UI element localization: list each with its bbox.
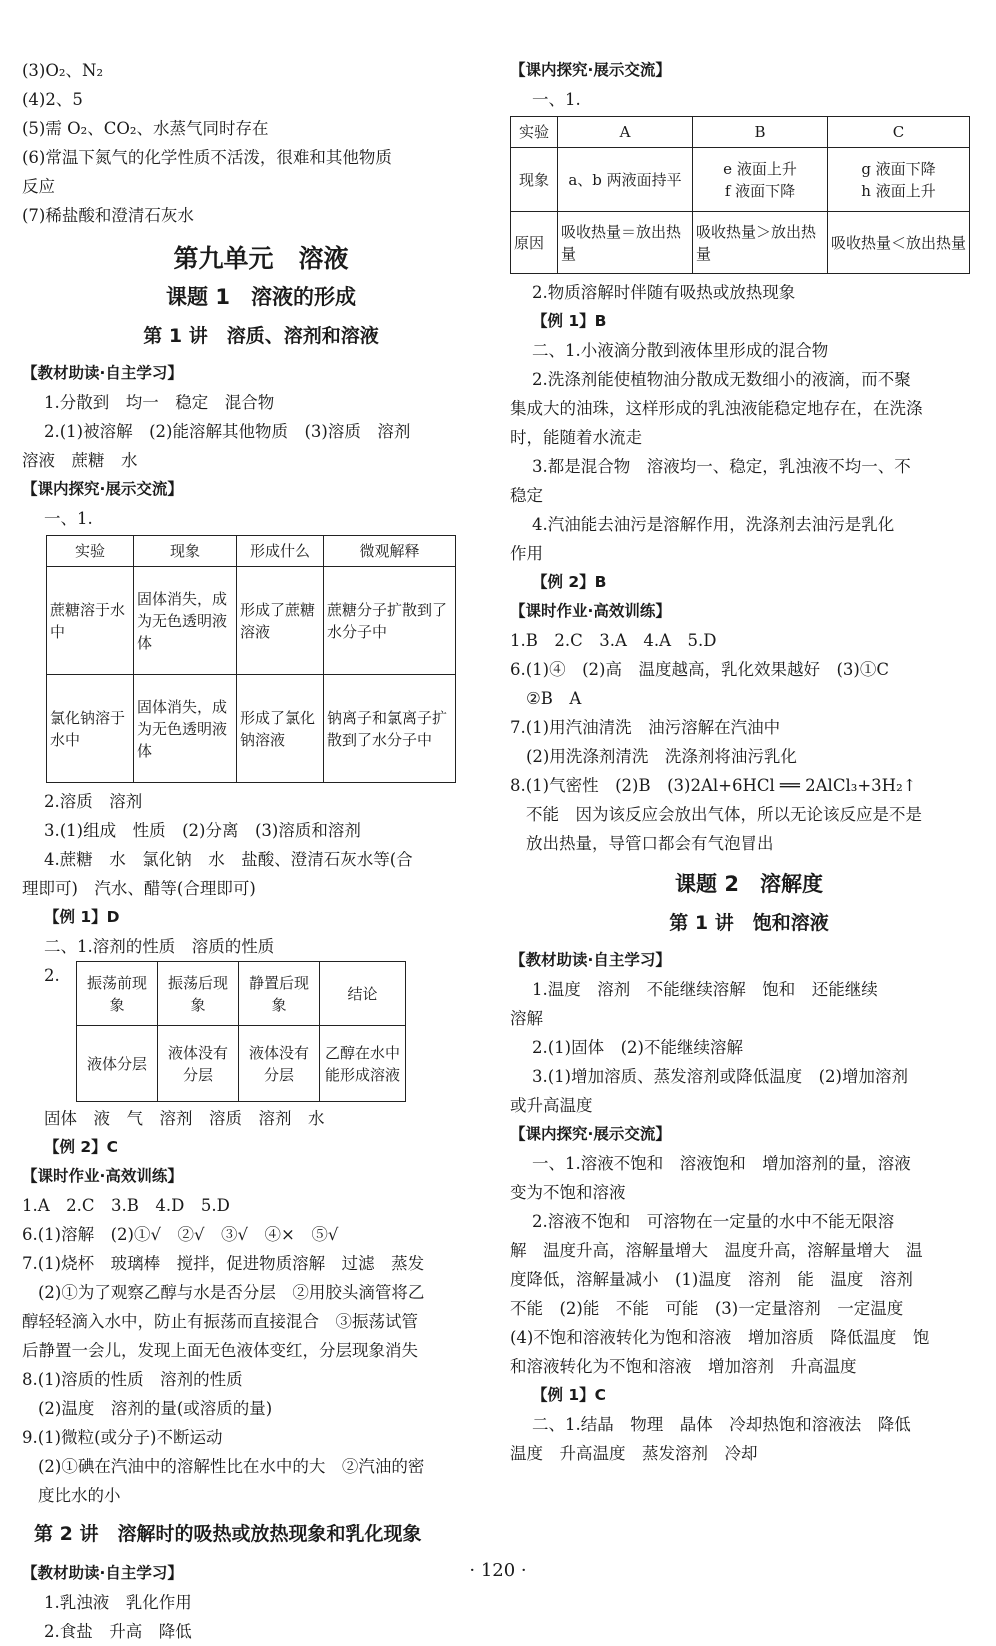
answer-line: 一、1.: [532, 90, 581, 109]
table-header: 微观解释: [324, 536, 456, 567]
section-header: 【教材助读·自主学习】: [22, 1564, 183, 1582]
table-cell: 蔗糖溶于水中: [47, 567, 134, 675]
example-answer: 【例 2】C: [44, 1138, 119, 1156]
answer-line: 度降低，溶解量减小 (1)温度 溶剂 能 温度 溶剂: [510, 1270, 913, 1289]
answer-line: 7.(1)烧杯 玻璃棒 搅拌，促进物质溶解 过滤 蒸发: [22, 1254, 425, 1273]
answer-line: 反应: [22, 177, 55, 196]
answer-line: 醇轻轻滴入水中，防止有振荡而直接混合 ③振荡试管: [22, 1312, 418, 1331]
answer-line: 二、1.小液滴分散到液体里形成的混合物: [532, 341, 829, 360]
table-header: 静置后现象: [239, 962, 320, 1026]
section-header: 【课内探究·展示交流】: [510, 1125, 671, 1143]
ethanol-table: [76, 961, 406, 1102]
table-cell: 蔗糖分子扩散到了水分子中: [324, 567, 456, 675]
answer-line: 度比水的小: [38, 1486, 121, 1505]
answer-line: 2.(1)固体 (2)不能继续溶解: [532, 1038, 743, 1057]
table-cell: 现象: [511, 148, 558, 212]
example-answer: 【例 1】B: [532, 312, 607, 330]
table-header: A: [558, 117, 693, 148]
table-header: B: [693, 117, 828, 148]
lecture-title: 第 1 讲 饱和溶液: [669, 912, 829, 934]
section-header: 【教材助读·自主学习】: [510, 951, 671, 969]
answer-line: 1.温度 溶剂 不能继续溶解 饱和 还能继续: [532, 980, 878, 999]
answer-line: 不能 因为该反应会放出气体，所以无论该反应是不是: [526, 805, 922, 824]
answer-line: 6.(1)溶解 (2)①√ ②√ ③√ ④× ⑤√: [22, 1225, 339, 1244]
answer-line: (2)温度 溶剂的量(或溶质的量): [38, 1399, 273, 1418]
answer-line: 7.(1)用汽油清洗 油污溶解在汽油中: [510, 718, 781, 737]
answer-line: (2)①为了观察乙醇与水是否分层 ②用胶头滴管将乙: [38, 1283, 425, 1302]
answer-line: 9.(1)微粒(或分子)不断运动: [22, 1428, 223, 1447]
answer-line: 一、1.: [44, 509, 93, 528]
answer-line: ②B A: [526, 689, 582, 708]
answer-line: 2.(1)被溶解 (2)能溶解其他物质 (3)溶质 溶剂: [44, 422, 411, 441]
answer-line: 温度 升高温度 蒸发溶剂 冷却: [510, 1444, 758, 1463]
answer-line: (6)常温下氮气的化学性质不活泼，很难和其他物质: [22, 148, 392, 167]
table-header: 实验: [511, 117, 558, 148]
table-cell: 固体消失，成为无色透明液体: [134, 675, 237, 783]
lecture-title: 第 1 讲 溶质、溶剂和溶液: [143, 325, 379, 347]
answer-line: 3.(1)组成 性质 (2)分离 (3)溶质和溶剂: [44, 821, 361, 840]
table-cell: 原因: [511, 212, 558, 274]
answer-line: 4.汽油能去油污是溶解作用，洗涤剂去油污是乳化: [532, 515, 895, 534]
table-cell: e 液面上升 f 液面下降: [693, 148, 828, 212]
table-header: 现象: [134, 536, 237, 567]
section-header: 【课时作业·高效训练】: [510, 602, 671, 620]
answer-line: 4.蔗糖 水 氯化钠 水 盐酸、澄清石灰水等(合: [44, 850, 413, 869]
answer-line: 二、1.结晶 物理 晶体 冷却热饱和溶液法 降低: [532, 1415, 911, 1434]
answer-line: 二、1.溶剂的性质 溶质的性质: [44, 937, 275, 956]
table-cell: 吸收热量＝放出热量: [558, 212, 693, 274]
topic-title: 课题 2 溶解度: [675, 872, 823, 896]
lecture-title: 第 2 讲 溶解时的吸热或放热现象和乳化现象: [34, 1523, 422, 1545]
answer-line: (2)用洗涤剂清洗 洗涤剂将油污乳化: [526, 747, 797, 766]
answer-line: 溶解: [510, 1009, 543, 1028]
answer-line: 集成大的油珠，这样形成的乳浊液能稳定地存在，在洗涤: [510, 399, 923, 418]
answer-line: 3.都是混合物 溶液均一、稳定，乳浊液不均一、不: [532, 457, 911, 476]
answer-line: (3)O₂、N₂: [22, 61, 104, 80]
table-cell: 形成了蔗糖溶液: [237, 567, 324, 675]
table-header: 振荡前现象: [77, 962, 158, 1026]
answer-line: 一、1.溶液不饱和 溶液饱和 增加溶剂的量，溶液: [532, 1154, 911, 1173]
answer-line: 1.B 2.C 3.A 4.A 5.D: [510, 631, 717, 650]
answer-line: 作用: [510, 544, 543, 563]
answer-line: 理即可) 汽水、醋等(合理即可): [22, 879, 256, 898]
answer-line: 8.(1)溶质的性质 溶剂的性质: [22, 1370, 243, 1389]
answer-line: 变为不饱和溶液: [510, 1183, 626, 1202]
answer-line: 2.溶液不饱和 可溶物在一定量的水中不能无限溶: [532, 1212, 895, 1231]
table-header: 实验: [47, 536, 134, 567]
answer-line: 1.分散到 均一 稳定 混合物: [44, 393, 275, 412]
right-column: [510, 56, 988, 1468]
answer-line: 2.溶质 溶剂: [44, 792, 143, 811]
left-column: [22, 56, 500, 1646]
table-cell: 钠离子和氯离子扩散到了水分子中: [324, 675, 456, 783]
answer-line: (4)2、5: [22, 90, 83, 109]
table-header: 形成什么: [237, 536, 324, 567]
answer-line: (2)①碘在汽油中的溶解性比在水中的大 ②汽油的密: [38, 1457, 425, 1476]
answer-line: (5)需 O₂、CO₂、水蒸气同时存在: [22, 119, 269, 138]
table-cell: 吸收热量＜放出热量: [828, 212, 970, 274]
answer-line: 2.食盐 升高 降低: [44, 1622, 192, 1641]
answer-line: 6.(1)④ (2)高 温度越高，乳化效果越好 (3)①C: [510, 660, 889, 679]
section-header: 【课内探究·展示交流】: [22, 480, 183, 498]
answer-line: 2.物质溶解时伴随有吸热或放热现象: [532, 283, 796, 302]
answer-line: 8.(1)气密性 (2)B (3)2Al+6HCl ══ 2AlCl₃+3H₂↑: [510, 776, 917, 795]
dissolution-table: [46, 535, 456, 783]
answer-line: 解 温度升高，溶解量增大 温度升高，溶解量增大 温: [510, 1241, 923, 1260]
section-header: 【课内探究·展示交流】: [510, 61, 671, 79]
table-cell: g 液面下降 h 液面上升: [828, 148, 970, 212]
table-header: 结论: [320, 962, 406, 1026]
answer-line: 或升高温度: [510, 1096, 593, 1115]
table-cell: 固体消失，成为无色透明液体: [134, 567, 237, 675]
section-header: 【课时作业·高效训练】: [22, 1167, 183, 1185]
topic-title: 课题 1 溶液的形成: [166, 285, 356, 309]
answer-line: 放出热量，导管口都会有气泡冒出: [526, 834, 774, 853]
section-header: 【教材助读·自主学习】: [22, 364, 183, 382]
answer-line: 3.(1)增加溶质、蒸发溶剂或降低温度 (2)增加溶剂: [532, 1067, 908, 1086]
answer-line: 时，能随着水流走: [510, 428, 642, 447]
table-cell: 液体没有分层: [158, 1026, 239, 1102]
answer-line: 1.A 2.C 3.B 4.D 5.D: [22, 1196, 230, 1215]
example-answer: 【例 1】C: [532, 1386, 607, 1404]
table-cell: 液体分层: [77, 1026, 158, 1102]
answer-line: 不能 (2)能 不能 可能 (3)一定量溶剂 一定温度: [510, 1299, 904, 1318]
answer-line: 稳定: [510, 486, 543, 505]
answer-line: 和溶液转化为不饱和溶液 增加溶剂 升高温度: [510, 1357, 857, 1376]
table-cell: 液体没有分层: [239, 1026, 320, 1102]
heat-table: [510, 116, 970, 274]
answer-line: 固体 液 气 溶剂 溶质 溶剂 水: [44, 1109, 325, 1128]
page-number: · 120 ·: [469, 1560, 527, 1581]
answer-line: (4)不饱和溶液转化为饱和溶液 增加溶质 降低温度 饱: [510, 1328, 930, 1347]
table-cell: 氯化钠溶于水中: [47, 675, 134, 783]
unit-title: 第九单元 溶液: [173, 244, 349, 273]
example-answer: 【例 2】B: [532, 573, 607, 591]
table-cell: a、b 两液面持平: [558, 148, 693, 212]
answer-line: 2.: [44, 966, 60, 985]
table-cell: 形成了氯化钠溶液: [237, 675, 324, 783]
table-header: C: [828, 117, 970, 148]
answer-line: (7)稀盐酸和澄清石灰水: [22, 206, 194, 225]
answer-line: 1.乳浊液 乳化作用: [44, 1593, 192, 1612]
table-cell: 乙醇在水中能形成溶液: [320, 1026, 406, 1102]
table-header: 振荡后现象: [158, 962, 239, 1026]
answer-line: 2.洗涤剂能使植物油分散成无数细小的液滴，而不聚: [532, 370, 911, 389]
answer-line: 溶液 蔗糖 水: [22, 451, 138, 470]
example-answer: 【例 1】D: [44, 908, 120, 926]
answer-line: 后静置一会儿，发现上面无色液体变红，分层现象消失: [22, 1341, 418, 1360]
table-cell: 吸收热量＞放出热量: [693, 212, 828, 274]
